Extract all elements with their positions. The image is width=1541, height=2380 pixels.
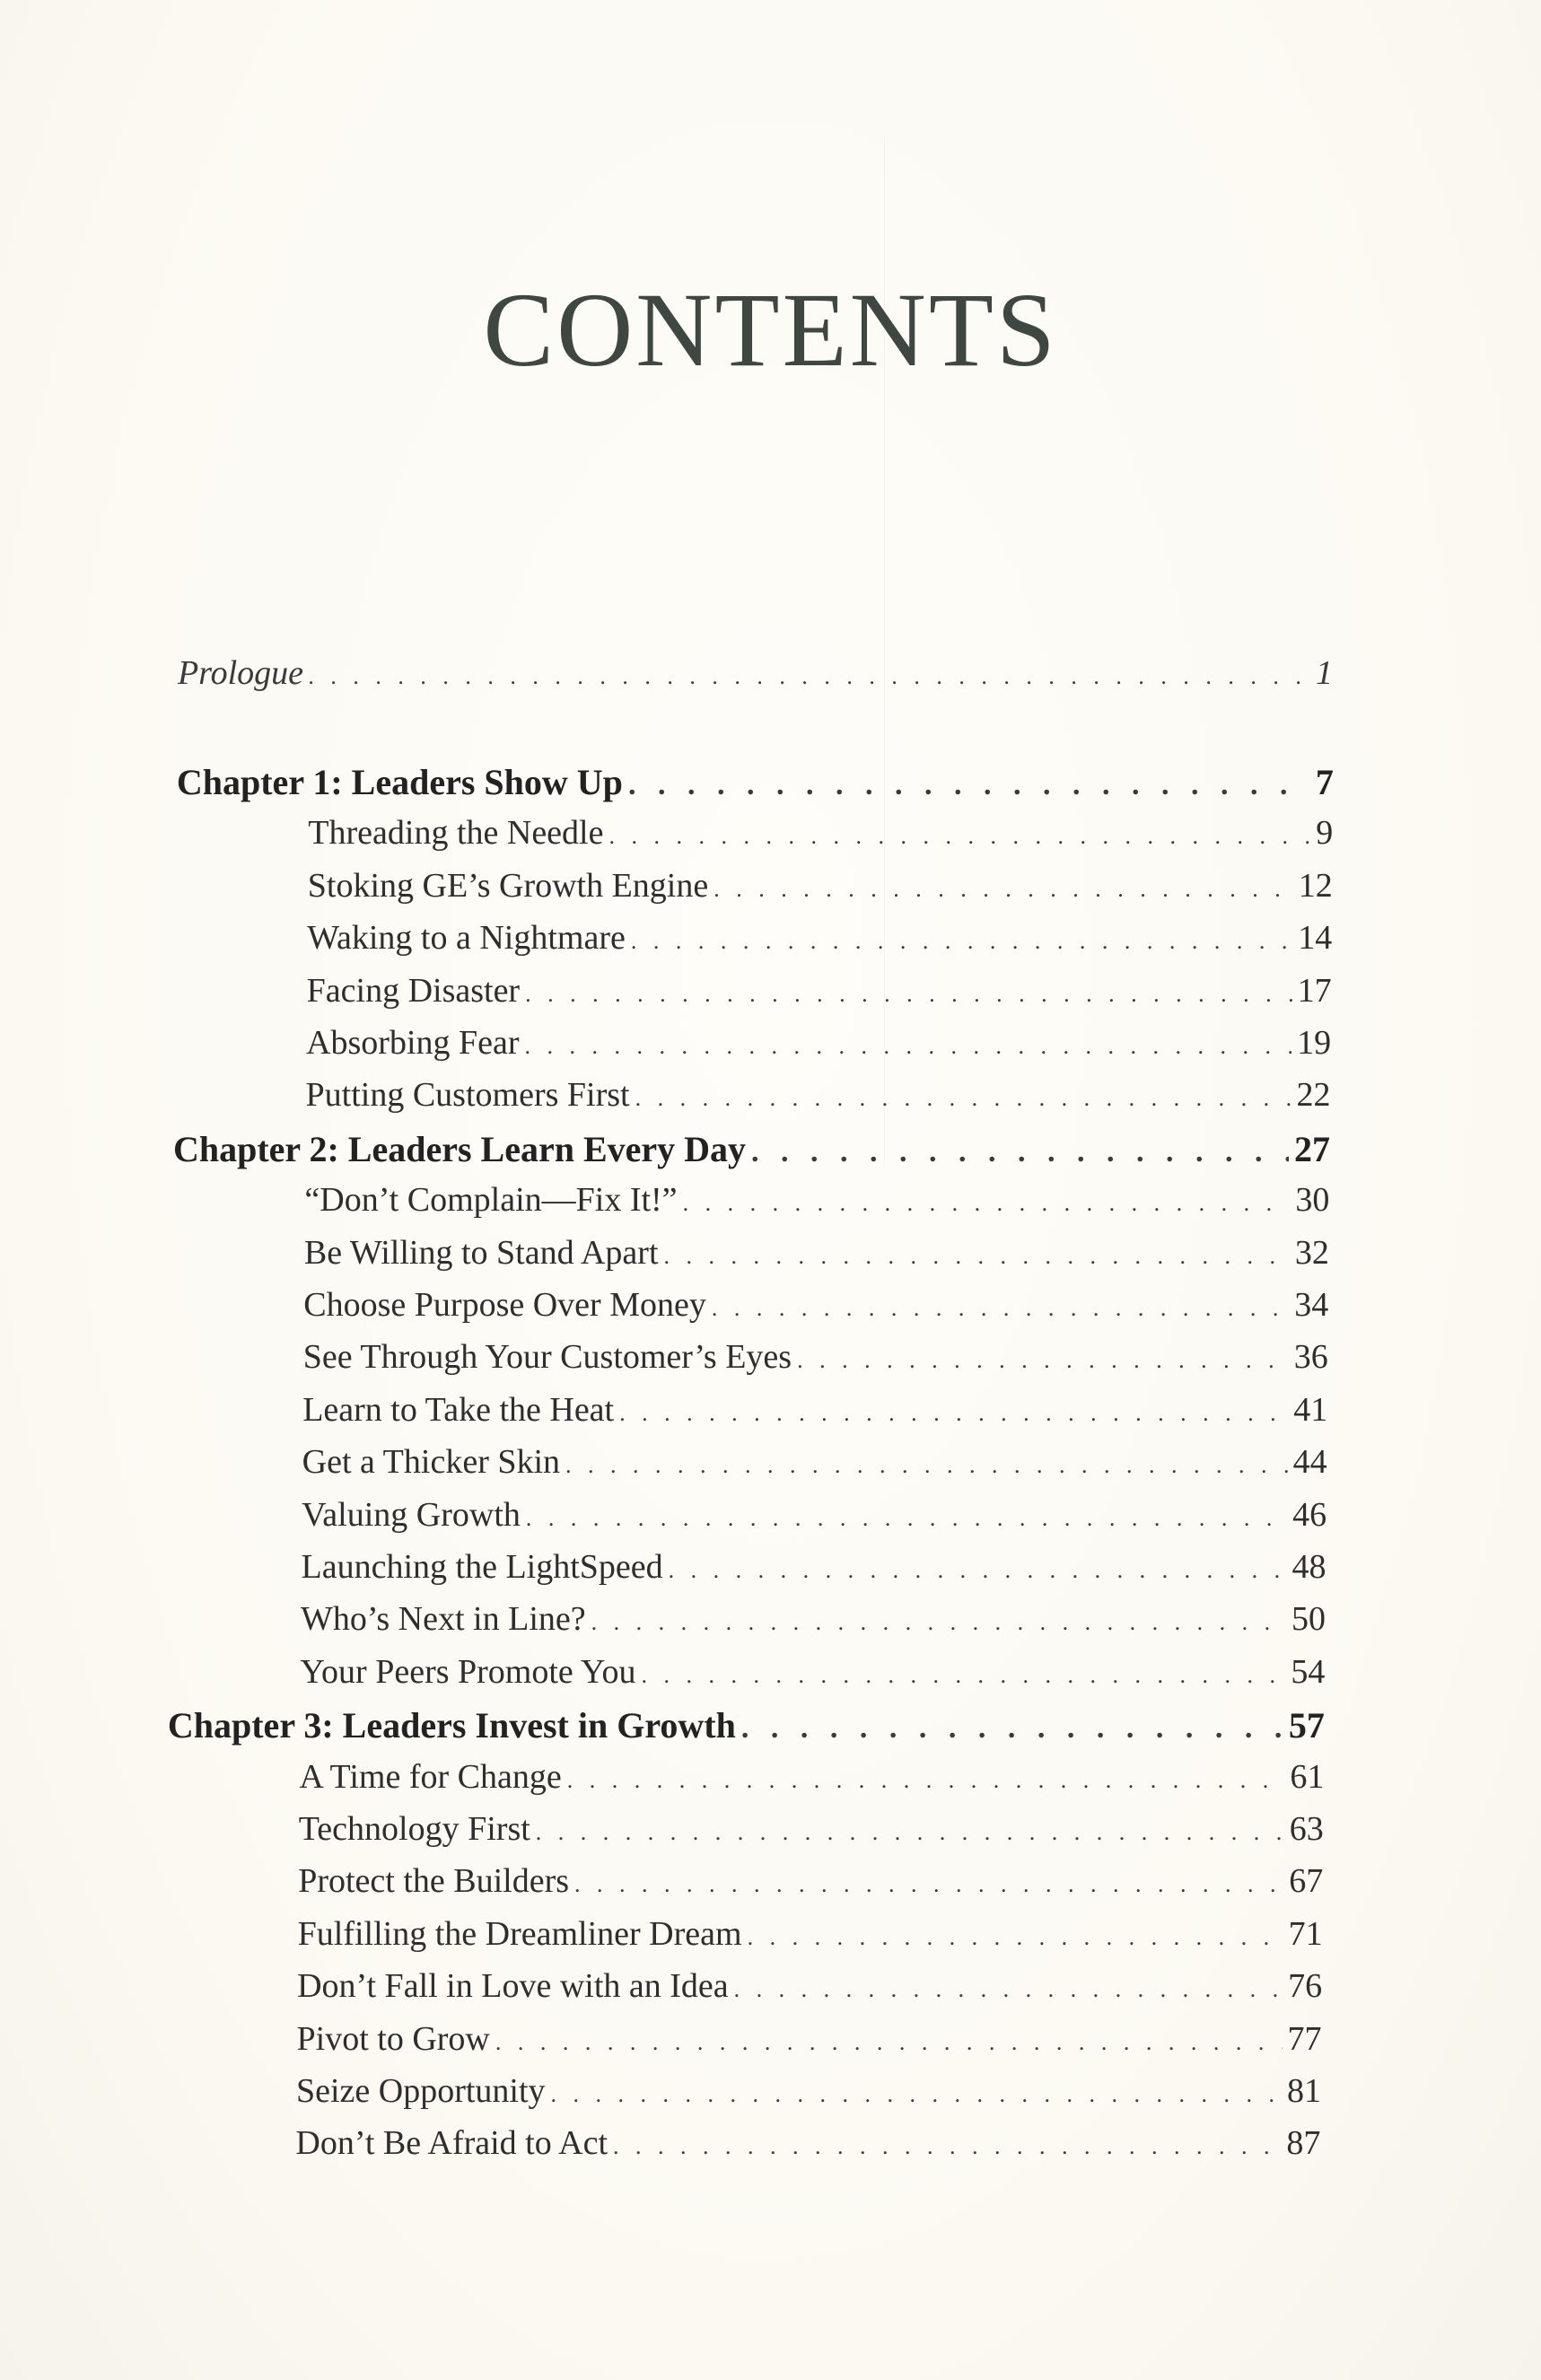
contents-title: CONTENTS <box>483 271 1058 389</box>
dot-leader <box>495 2029 1283 2056</box>
prologue-entry <box>178 653 1333 693</box>
section-entry-page-number: 71 <box>1288 1914 1323 1953</box>
section-entry <box>304 1233 1329 1273</box>
dot-leader <box>526 1505 1287 1532</box>
section-entry-title: Protect the Builders <box>298 1862 570 1901</box>
dot-leader <box>748 1924 1283 1951</box>
section-entry-title: Get a Thicker Skin <box>302 1443 561 1482</box>
section-entry-page-number: 32 <box>1294 1233 1329 1272</box>
dot-leader <box>628 768 1310 802</box>
section-entry <box>307 918 1332 958</box>
section-entry <box>304 1180 1329 1220</box>
dot-leader <box>669 1557 1287 1584</box>
section-entry-title: Fulfilling the Dreamliner Dream <box>297 1914 742 1953</box>
section-entry-title: Absorbing Fear <box>306 1024 520 1062</box>
section-entry <box>296 2071 1321 2111</box>
dot-leader <box>565 1452 1288 1479</box>
section-entry <box>297 2019 1322 2059</box>
section-entry <box>306 1075 1331 1115</box>
dot-leader <box>642 1662 1286 1689</box>
section-entry <box>302 1442 1327 1482</box>
dot-leader <box>751 1135 1289 1169</box>
chapter-entry-page-number: 27 <box>1293 1128 1330 1169</box>
dot-leader <box>551 2081 1282 2108</box>
prologue-entry-title: Prologue <box>178 654 304 692</box>
dot-leader <box>635 1085 1291 1112</box>
section-entry-title: A Time for Change <box>299 1757 562 1796</box>
section-entry-page-number: 87 <box>1286 2124 1321 2163</box>
chapter-entry-page-number: 7 <box>1315 762 1334 802</box>
section-entry <box>308 866 1333 906</box>
section-entry <box>308 813 1333 853</box>
dot-leader <box>712 1295 1289 1322</box>
section-entry-title: Putting Customers First <box>305 1076 630 1115</box>
dot-leader <box>797 1347 1289 1374</box>
section-entry-title: Valuing Growth <box>302 1495 521 1534</box>
dot-leader <box>536 1819 1284 1846</box>
section-entry-page-number: 14 <box>1298 919 1333 958</box>
section-entry <box>298 1914 1323 1954</box>
section-entry-page-number: 12 <box>1298 866 1333 905</box>
section-entry <box>303 1285 1328 1325</box>
section-entry <box>300 1652 1325 1692</box>
section-entry <box>299 1809 1324 1849</box>
section-entry-title: Learn to Take the Heat <box>302 1390 615 1429</box>
section-entry-page-number: 34 <box>1294 1286 1329 1324</box>
section-entry-title: Facing Disaster <box>306 971 521 1010</box>
section-entry-page-number: 48 <box>1291 1548 1326 1586</box>
chapter-entry <box>168 1704 1325 1746</box>
dot-leader <box>741 1711 1283 1746</box>
section-entry-page-number: 67 <box>1289 1862 1324 1901</box>
section-entry-page-number: 46 <box>1292 1495 1327 1534</box>
section-entry <box>299 1757 1324 1797</box>
section-entry-page-number: 81 <box>1286 2072 1321 2110</box>
section-entry-title: Your Peers Promote You <box>300 1652 636 1691</box>
section-entry-page-number: 41 <box>1293 1390 1328 1429</box>
section-entry-page-number: 9 <box>1316 814 1334 853</box>
section-entry-title: Choose Purpose Over Money <box>303 1286 706 1324</box>
section-entry <box>303 1337 1328 1377</box>
section-entry-title: Don’t Be Afraid to Act <box>295 2124 609 2163</box>
dot-leader <box>525 981 1292 1008</box>
dot-leader <box>631 928 1292 955</box>
section-entry-page-number: 63 <box>1289 1810 1324 1848</box>
section-entry-page-number: 22 <box>1296 1076 1331 1115</box>
dot-leader <box>714 876 1293 903</box>
section-entry-title: Be Willing to Stand Apart <box>303 1233 659 1272</box>
section-entry <box>302 1547 1326 1587</box>
section-entry <box>295 2123 1320 2163</box>
section-entry <box>302 1390 1327 1430</box>
section-entry <box>306 1023 1331 1063</box>
section-entry <box>302 1495 1326 1535</box>
chapter-entry <box>173 1128 1330 1170</box>
section-entry-title: Launching the LightSpeed <box>301 1548 663 1586</box>
section-entry <box>307 971 1332 1011</box>
section-entry-page-number: 61 <box>1290 1757 1325 1796</box>
dot-leader <box>664 1243 1290 1270</box>
chapter-entry-page-number: 57 <box>1288 1705 1325 1746</box>
chapter-entry-title: Chapter 2: Leaders Learn Every Day <box>172 1128 747 1169</box>
section-entry <box>298 1861 1323 1901</box>
section-entry-page-number: 54 <box>1291 1652 1326 1691</box>
dot-leader <box>525 1033 1292 1060</box>
chapter-entry-title: Chapter 3: Leaders Invest in Growth <box>167 1705 736 1746</box>
dot-leader <box>609 823 1310 850</box>
section-entry-page-number: 17 <box>1297 971 1332 1010</box>
dot-leader <box>591 1609 1286 1636</box>
section-entry-title: Seize Opportunity <box>295 2072 546 2110</box>
section-entry-page-number: 77 <box>1287 2019 1322 2058</box>
section-entry-page-number: 76 <box>1288 1967 1323 2006</box>
section-entry-title: Stoking GE’s Growth Engine <box>307 866 709 905</box>
section-entry <box>301 1599 1326 1639</box>
dot-leader <box>734 1976 1283 2003</box>
section-entry <box>297 1966 1322 2006</box>
dot-leader <box>619 1400 1288 1427</box>
section-entry-page-number: 44 <box>1292 1443 1327 1482</box>
dot-leader <box>613 2133 1281 2160</box>
prologue-entry-page-number: 1 <box>1316 654 1333 692</box>
chapter-entry <box>177 761 1334 803</box>
section-entry-page-number: 30 <box>1295 1181 1330 1220</box>
section-entry-page-number: 36 <box>1293 1338 1328 1377</box>
section-entry-title: Don’t Fall in Love with an Idea <box>297 1967 729 2006</box>
section-entry-title: Pivot to Grow <box>296 2019 490 2058</box>
section-entry-title: See Through Your Customer’s Eyes <box>302 1338 792 1377</box>
chapter-entry-title: Chapter 1: Leaders Show Up <box>176 762 623 802</box>
dot-leader <box>683 1190 1291 1217</box>
dot-leader <box>574 1871 1283 1898</box>
dot-leader <box>567 1767 1285 1794</box>
section-entry-title: Technology First <box>298 1810 530 1848</box>
section-entry-page-number: 19 <box>1297 1024 1332 1062</box>
section-entry-title: Threading the Needle <box>308 814 604 853</box>
section-entry-title: Who’s Next in Line? <box>300 1600 586 1639</box>
section-entry-title: “Don’t Complain—Fix It!” <box>304 1181 678 1220</box>
section-entry-title: Waking to a Nightmare <box>307 919 626 958</box>
section-entry-page-number: 50 <box>1291 1600 1326 1639</box>
dot-leader <box>309 663 1310 690</box>
